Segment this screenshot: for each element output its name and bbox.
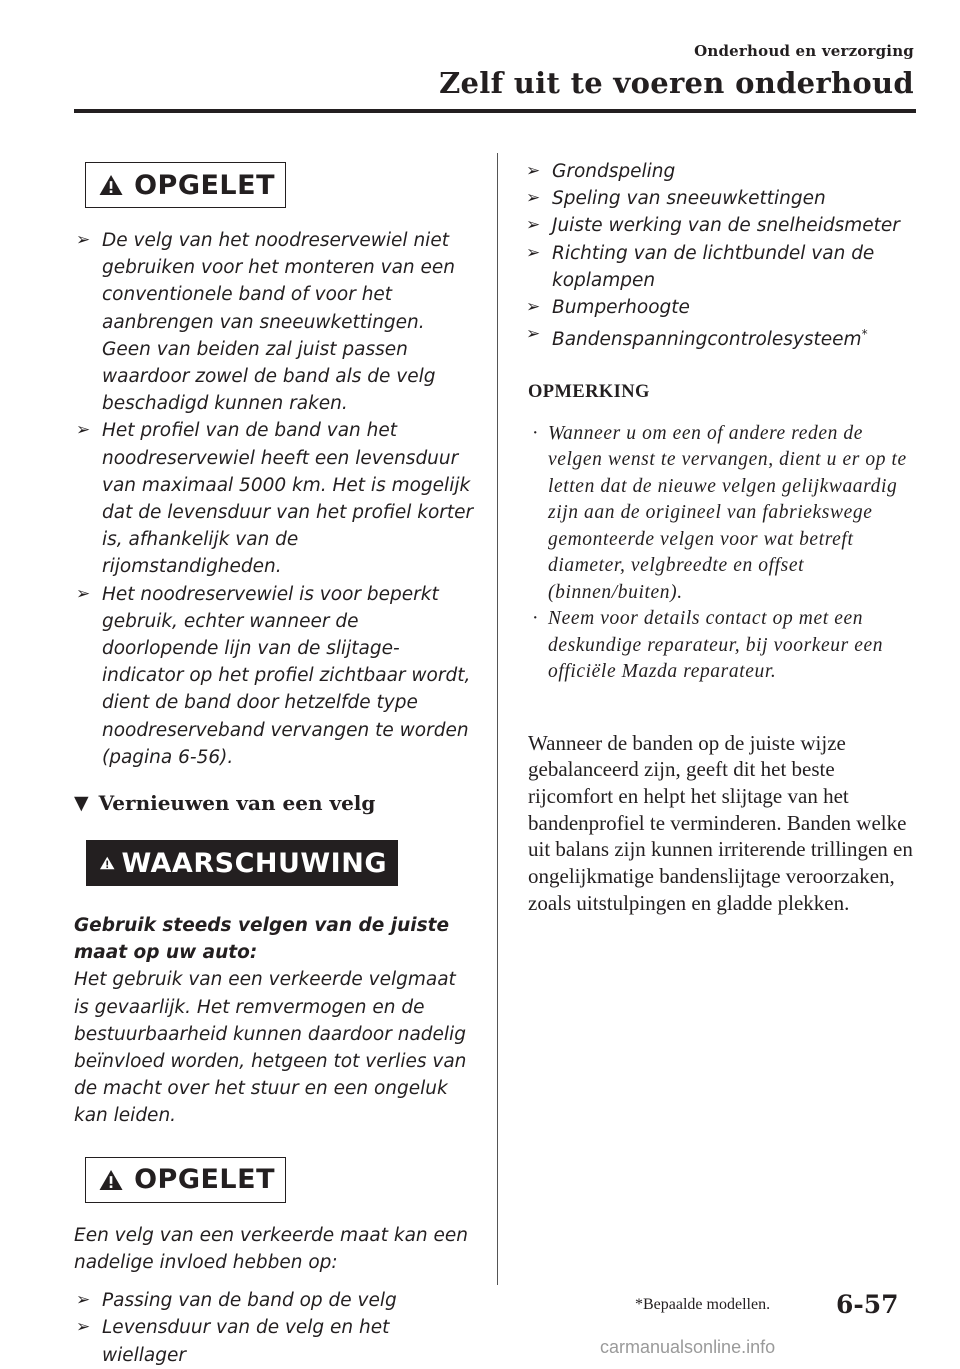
chapter-title: Zelf uit te voeren onderhoud [439, 66, 914, 100]
list-item: ➢ Levensduur van de velg en het wiellager [74, 1314, 474, 1368]
right-column [528, 158, 920, 917]
warning-triangle-icon [98, 1165, 124, 1195]
caution-intro: Een velg van een verkeerde maat kan een nadelige invloed hebben op: [74, 1224, 469, 1273]
notes-title: OPMERKING [528, 381, 650, 402]
caution-label: OPGELET [134, 169, 275, 201]
arrow-bullet-icon: ➢ [76, 1317, 91, 1338]
warning-label: WAARSCHUWING [121, 847, 387, 879]
list-item: ➢ Grondspeling [524, 158, 920, 185]
warning-box [86, 840, 398, 886]
caution-label: OPGELET [134, 1164, 275, 1196]
page-number: 6-57 [836, 1290, 899, 1319]
dot-bullet-icon: · [532, 422, 540, 444]
left-column [74, 162, 474, 1369]
arrow-bullet-icon: ➢ [526, 215, 541, 236]
list-item: ➢ Richting van de lichtbundel van de koplampen [524, 240, 920, 294]
triangle-down-icon: ▼ [74, 792, 89, 815]
caution-list [74, 1287, 474, 1369]
page-header [439, 42, 914, 100]
list-item: ➢ Passing van de band op de velg [74, 1287, 474, 1314]
list-item: ➢ Juiste werking van de snelheidsmeter [524, 212, 920, 239]
list-item: ➢ Het profiel van de band van het noodreservewiel heeft een levensduur van maximaal 5000 km. Het is mogelijk dat de levensduur van het profiel korter is, afhankelijk van de rijomstandigheden. [74, 417, 474, 580]
list-item: · Wanneer u om een of andere reden de velgen wenst te vervangen, dient u er op te letten dat de nieuwe velgen gelijkwaardig zijn aan de origineel van fabriekswege gemonteerde velgen voor wat betreft diameter, velgbreedte en offset (binnen/buiten). [532, 422, 907, 603]
caution-list [74, 227, 474, 771]
footnote: *Bepaalde modellen. [635, 1296, 771, 1313]
warning-triangle-icon [98, 170, 124, 200]
dot-bullet-icon: · [532, 608, 540, 630]
caution-box [85, 162, 286, 208]
list-item: · Neem voor details contact op met een deskundige reparateur, bij voorkeur een officiële Mazda reparateur. [532, 608, 884, 683]
arrow-bullet-icon: ➢ [526, 324, 541, 345]
list-item: ➢ De velg van het noodreservewiel niet gebruiken voor het monteren van een conventionele band of voor het aanbrengen van sneeuwkettingen. Geen van beiden zal juist passen waardoor zowel de band als de velg beschadigd kunnen raken. [74, 227, 474, 417]
notes-list [528, 421, 920, 686]
arrow-bullet-icon: ➢ [526, 242, 541, 263]
caution-list-continued [524, 158, 920, 354]
caution-box [85, 1157, 286, 1203]
arrow-bullet-icon: ➢ [76, 230, 91, 250]
section-title: Onderhoud en verzorging [694, 42, 914, 60]
list-item: ➢ Bumperhoogte [524, 294, 920, 321]
column-divider [497, 153, 498, 1285]
arrow-bullet-icon: ➢ [76, 420, 91, 441]
header-rule [74, 109, 916, 113]
list-item: ➢ Bandenspanningcontrolesysteem* [524, 321, 920, 353]
arrow-bullet-icon: ➢ [526, 161, 541, 181]
asterisk-mark: * [861, 327, 868, 342]
arrow-bullet-icon: ➢ [76, 583, 91, 604]
warning-triangle-icon [99, 848, 115, 878]
list-item: ➢ Het noodreservewiel is voor beperkt gebruik, echter wanneer de doorlopende lijn van de slijtage-indicator op het profiel zichtbaar wordt, dient de band door hetzelfde type noodreserveband vervangen te worden (pagina 6-56). [74, 581, 474, 771]
warning-bold-text: Gebruik steeds velgen van de juiste maat op uw auto: [74, 915, 449, 964]
warning-text [74, 912, 474, 1130]
body-paragraph: Wanneer de banden op de juiste wijze gebalanceerd zijn, geeft dit het beste rijcomfort en helpt het slijtage van het bandenprofiel te verminderen. Banden welke uit balans zijn kunnen irriterende trillingen en ongelijkmatige bandenslijtage veroorzaken, zoals uitstulpingen en gladde plekken. [528, 730, 913, 915]
subheading: ▼ Vernieuwen van een velg [74, 791, 376, 816]
arrow-bullet-icon: ➢ [76, 1290, 91, 1311]
list-item: ➢ Speling van sneeuwkettingen [524, 185, 920, 212]
arrow-bullet-icon: ➢ [526, 297, 541, 318]
watermark: carmanualsonline.info [600, 1337, 776, 1357]
warning-body-text: Het gebruik van een verkeerde velgmaat is gevaarlijk. Het remvermogen en de bestuurbaarheid kunnen daardoor nadelig beïnvloed worden, hetgeen tot verlies van de macht over het stuur en een ongeluk kan leiden. [74, 969, 467, 1127]
arrow-bullet-icon: ➢ [526, 188, 541, 209]
